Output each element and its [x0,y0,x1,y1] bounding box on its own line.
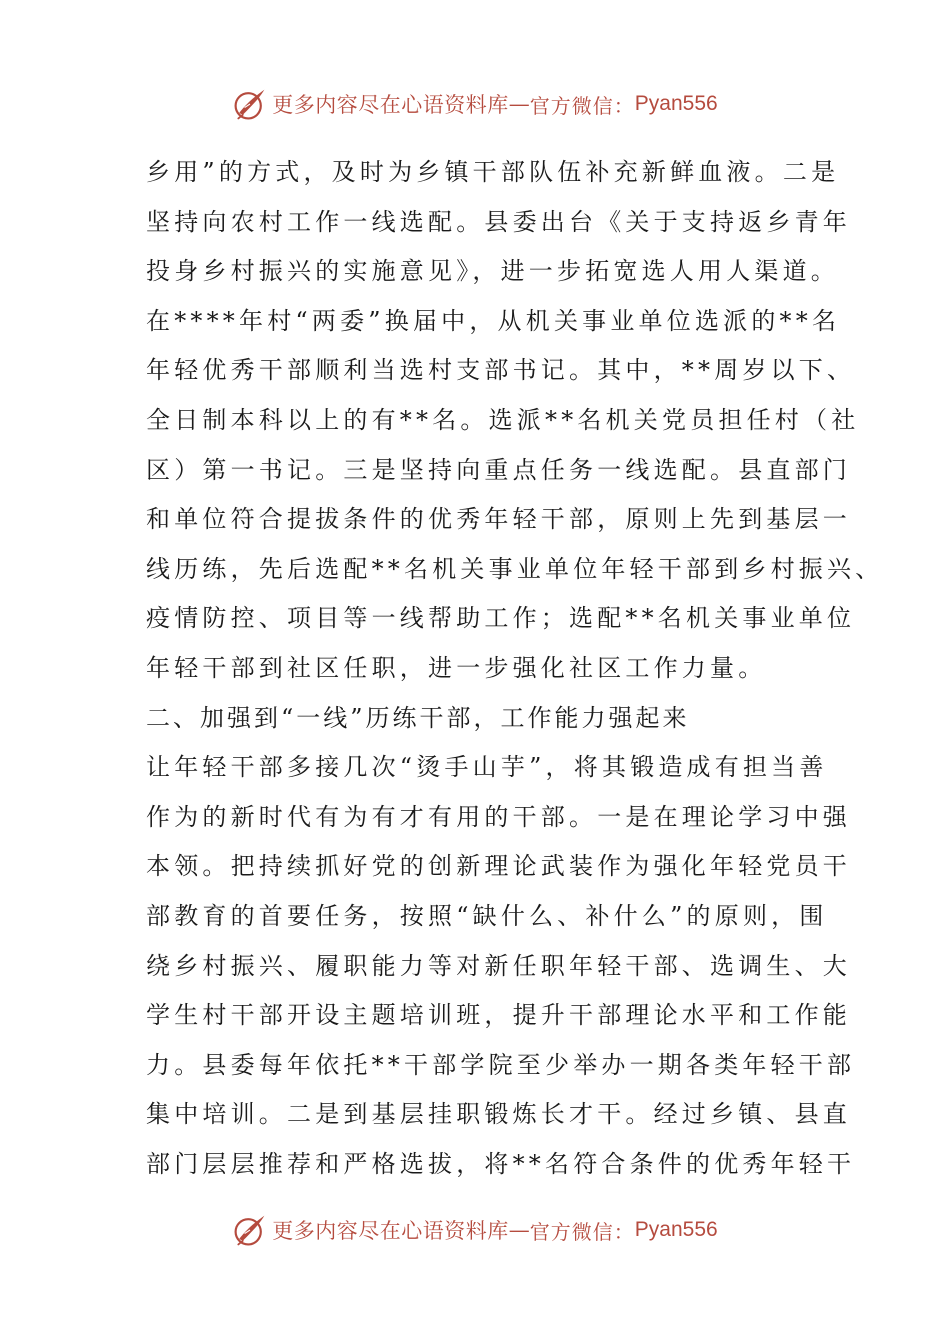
header-separator: — [508,92,530,116]
footer-wechat-handle: Pyan556 [634,1218,718,1241]
body-line: 部教育的首要任务，按照“缺什么、补什么”的原则，围 [146,901,828,930]
body-line: 乡用”的方式，及时为乡镇干部队伍补充新鲜血液。二是 [146,158,840,186]
footer-banner [0,1210,950,1250]
header-wechat-label: 官方微信： [529,93,635,118]
section-heading: 二、加强到“一线”历练干部，工作能力强起来 [146,703,690,732]
body-line: 坚持向农村工作一线选配。县委出台《关于支持返乡青年 [146,207,851,236]
body-line: 作为的新时代有为有才有用的干部。一是在理论学习中强 [146,802,851,831]
body-line: 和单位符合提拔条件的优秀年轻干部，原则上先到基层一 [146,505,851,534]
body-line: 让年轻干部多接几次“烫手山芋”，将其锻造成有担当善 [146,753,828,782]
body-line: 全日制本科以上的有**名。选派**名机关党员担任村（社 [146,405,860,434]
footer-brand-text: 更多内容尽在心语资料库 [272,1219,509,1243]
header-brand-text: 更多内容尽在心语资料库 [272,93,509,117]
body-line: 年轻干部到社区任职，进一步强化社区工作力量。 [146,653,767,682]
footer-separator: — [508,1218,530,1242]
body-line: 在****年村“两委”换届中，从机关事业单位选派的**名 [146,306,841,335]
body-line: 集中培训。二是到基层挂职锻炼长才干。经过乡镇、县直 [146,1100,851,1129]
header-banner [0,84,950,124]
body-line: 本领。把持续抓好党的创新理论武装作为强化年轻党员干 [146,852,851,881]
document-body [146,148,884,1189]
body-line: 年轻优秀干部顺利当选村支部书记。其中，**周岁以下、 [146,356,856,385]
body-line: 力。县委每年依托**干部学院至少举办一期各类年轻干部 [146,1050,856,1079]
body-line: 投身乡村振兴的实施意见》，进一步拓宽选人用人渠道。 [146,257,839,286]
body-line: 学生村干部开设主题培训班，提升干部理论水平和工作能 [146,1001,851,1030]
footer-wechat-label: 官方微信： [529,1219,635,1244]
body-line: 部门层层推荐和严格选拔，将**名符合条件的优秀年轻干 [146,1149,856,1178]
body-line: 绕乡村振兴、履职能力等对新任职年轻干部、选调生、大 [146,951,851,980]
body-line: 线历练，先后选配**名机关事业单位年轻干部到乡村振兴、 [146,554,884,583]
body-line: 疫情防控、项目等一线帮助工作；选配**名机关事业单位 [146,604,856,633]
header-wechat-handle: Pyan556 [634,92,718,115]
quill-pen-logo-icon [232,86,268,122]
quill-pen-logo-icon [232,1212,268,1248]
body-line: 区）第一书记。三是坚持向重点任务一线选配。县直部门 [146,455,851,484]
